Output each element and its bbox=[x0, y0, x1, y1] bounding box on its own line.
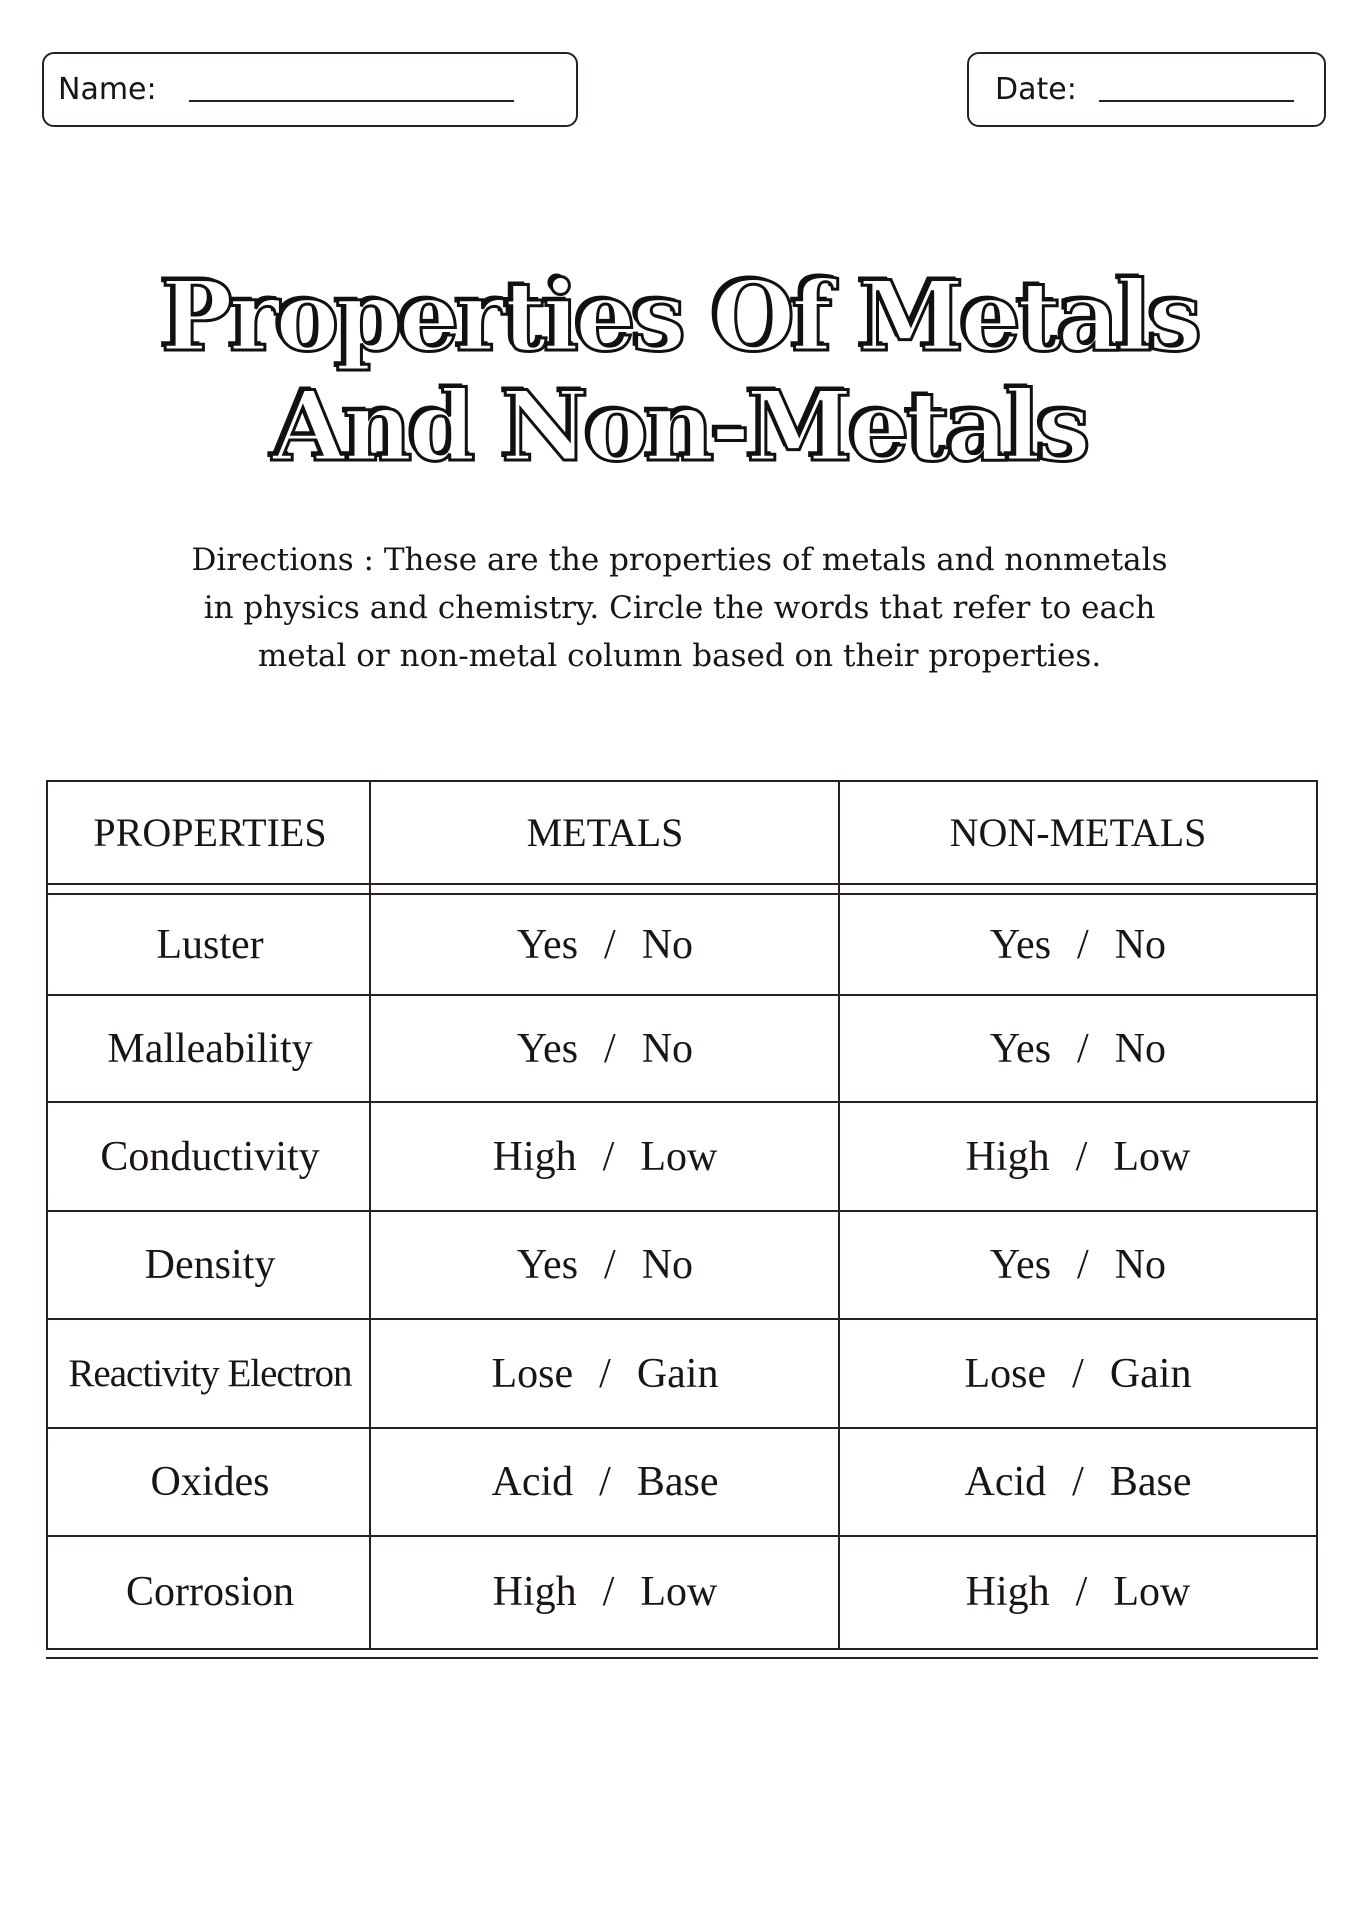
choice-option[interactable]: Acid bbox=[491, 1459, 574, 1505]
directions-line-2: in physics and chemistry. Circle the words that refer to each bbox=[203, 590, 1156, 626]
date-write-line[interactable] bbox=[1099, 100, 1294, 102]
choice-separator: / bbox=[602, 1569, 615, 1615]
nonmetals-choice-cell bbox=[841, 1212, 1315, 1318]
metals-choice-cell bbox=[372, 895, 838, 994]
column-divider bbox=[838, 782, 840, 1648]
choice-option[interactable]: High bbox=[492, 1569, 577, 1615]
property-cell: Conductivity bbox=[100, 1133, 320, 1180]
property-cell: Density bbox=[144, 1242, 276, 1288]
choice-option[interactable]: Yes bbox=[989, 921, 1052, 968]
nonmetals-choice-cell bbox=[841, 895, 1315, 994]
title-line-1: Properties Of Metals bbox=[160, 260, 1199, 373]
choice-option[interactable]: Base bbox=[636, 1459, 719, 1505]
choice-separator: / bbox=[1075, 1133, 1088, 1180]
nonmetals-choice-cell bbox=[841, 1103, 1315, 1210]
choice-option[interactable]: No bbox=[641, 1242, 694, 1288]
column-divider bbox=[369, 782, 371, 1648]
choice-option[interactable]: No bbox=[1114, 921, 1167, 968]
choice-option[interactable]: Low bbox=[1113, 1133, 1191, 1180]
nonmetals-choice-cell bbox=[841, 1320, 1315, 1427]
choice-separator: / bbox=[604, 1025, 616, 1072]
date-field-box bbox=[967, 52, 1326, 127]
choice-option[interactable]: Lose bbox=[491, 1350, 574, 1397]
choice-option[interactable]: No bbox=[1114, 1242, 1167, 1288]
choice-option[interactable]: High bbox=[965, 1569, 1050, 1615]
directions-line-3: metal or non-metal column based on their properties. bbox=[257, 638, 1102, 674]
bottom-rule bbox=[46, 1657, 1318, 1659]
metals-choice-cell bbox=[372, 996, 838, 1101]
nonmetals-choice-cell bbox=[841, 1537, 1315, 1647]
choice-separator: / bbox=[604, 1242, 616, 1288]
choice-option[interactable]: Yes bbox=[989, 1025, 1052, 1072]
choice-separator: / bbox=[604, 921, 616, 968]
choice-separator: / bbox=[1072, 1350, 1084, 1397]
title-line-2: And Non-Metals bbox=[272, 370, 1087, 483]
page-title bbox=[0, 262, 1359, 482]
choice-separator: / bbox=[1072, 1459, 1084, 1505]
choice-separator: / bbox=[599, 1459, 611, 1505]
choice-option[interactable]: High bbox=[965, 1133, 1050, 1180]
metals-choice-cell bbox=[372, 1320, 838, 1427]
column-header-properties: PROPERTIES bbox=[93, 810, 327, 855]
choice-option[interactable]: Yes bbox=[516, 1242, 579, 1288]
choice-separator: / bbox=[1077, 1242, 1089, 1288]
directions-line-1: Directions : These are the properties of metals and nonmetals bbox=[191, 542, 1168, 578]
choice-separator: / bbox=[1077, 921, 1089, 968]
choice-separator: / bbox=[1075, 1569, 1088, 1615]
column-header-metals: METALS bbox=[526, 810, 684, 855]
choice-option[interactable]: Yes bbox=[516, 1025, 579, 1072]
metals-choice-cell bbox=[372, 1103, 838, 1210]
choice-option[interactable]: Gain bbox=[1109, 1350, 1192, 1397]
choice-option[interactable]: No bbox=[1114, 1025, 1167, 1072]
choice-separator: / bbox=[602, 1133, 615, 1180]
metals-choice-cell bbox=[372, 1537, 838, 1647]
choice-option[interactable]: Acid bbox=[964, 1459, 1047, 1505]
choice-option[interactable]: Gain bbox=[636, 1350, 719, 1397]
choice-separator: / bbox=[1077, 1025, 1089, 1072]
name-label: Name: bbox=[58, 72, 157, 107]
properties-table bbox=[46, 780, 1318, 1650]
choice-option[interactable]: Yes bbox=[989, 1242, 1052, 1288]
choice-separator: / bbox=[599, 1350, 611, 1397]
property-cell: Luster bbox=[156, 921, 264, 968]
property-cell: Oxides bbox=[150, 1459, 270, 1505]
date-label: Date: bbox=[995, 72, 1077, 107]
choice-option[interactable]: Lose bbox=[964, 1350, 1047, 1397]
name-write-line[interactable] bbox=[189, 100, 514, 102]
property-cell: Malleability bbox=[107, 1025, 313, 1072]
choice-option[interactable]: Yes bbox=[516, 921, 579, 968]
metals-choice-cell bbox=[372, 1212, 838, 1318]
choice-option[interactable]: Low bbox=[640, 1133, 718, 1180]
property-cell: Reactivity Electron bbox=[68, 1352, 352, 1395]
directions-text bbox=[130, 536, 1229, 680]
nonmetals-choice-cell bbox=[841, 1429, 1315, 1535]
metals-choice-cell bbox=[372, 1429, 838, 1535]
choice-option[interactable]: No bbox=[641, 1025, 694, 1072]
column-header-nonmetals: NON-METALS bbox=[949, 810, 1207, 855]
choice-option[interactable]: No bbox=[641, 921, 694, 968]
property-cell: Corrosion bbox=[126, 1569, 294, 1615]
choice-option[interactable]: Low bbox=[640, 1569, 718, 1615]
choice-option[interactable]: Base bbox=[1109, 1459, 1192, 1505]
choice-option[interactable]: Low bbox=[1113, 1569, 1191, 1615]
header-divider bbox=[48, 883, 1316, 885]
choice-option[interactable]: High bbox=[492, 1133, 577, 1180]
name-field-box bbox=[42, 52, 578, 127]
nonmetals-choice-cell bbox=[841, 996, 1315, 1101]
